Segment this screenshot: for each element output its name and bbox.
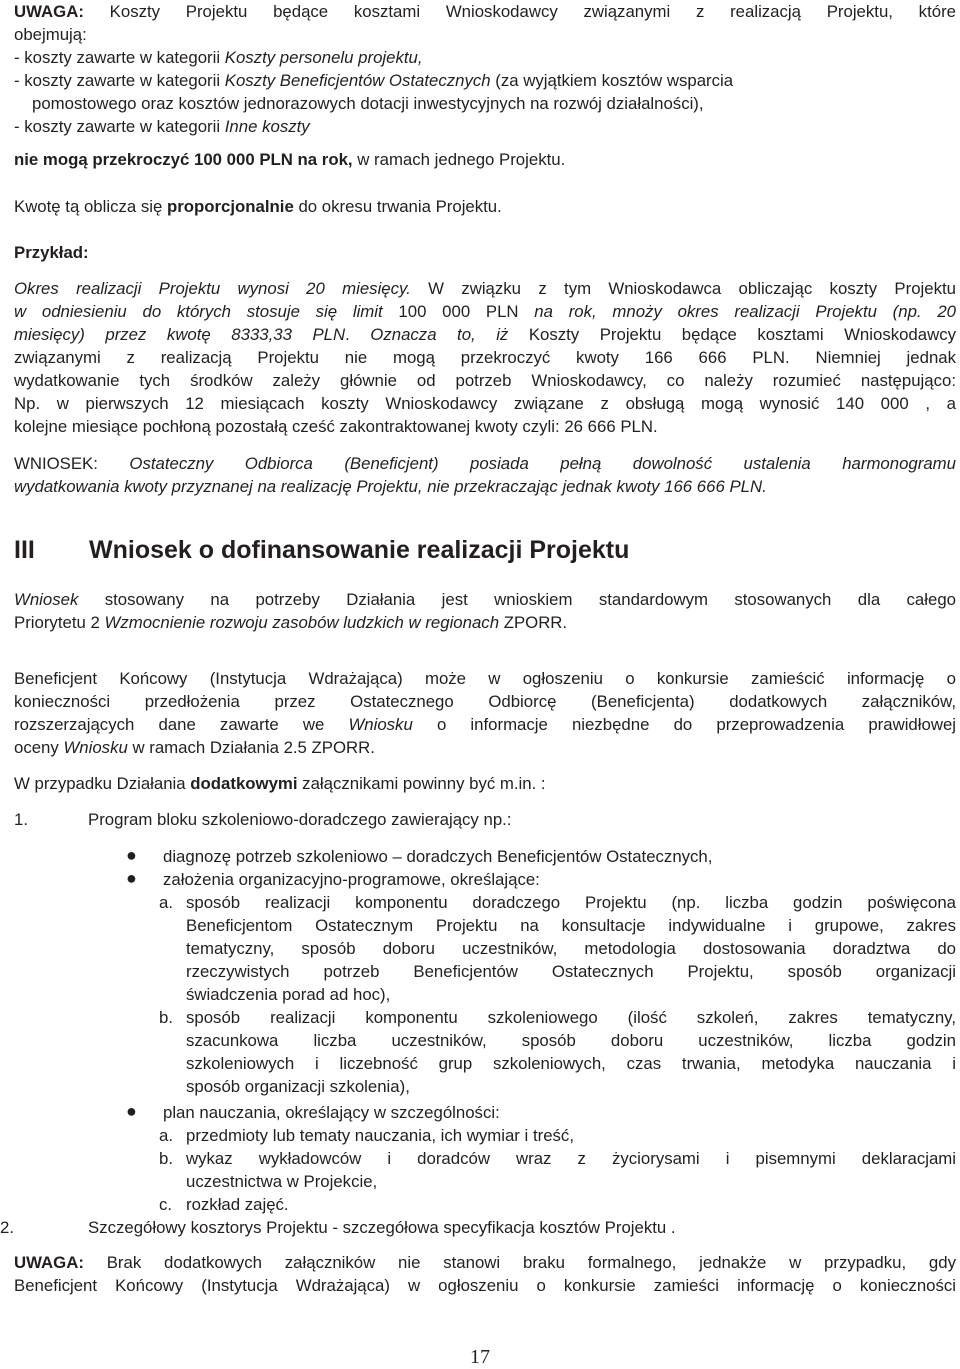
attachments-intro: W przypadku Działania dodatkowymi załącznikami powinny być m.in. : <box>14 774 546 793</box>
sub-item-text: przedmioty lub tematy nauczania, ich wymiar i treść, <box>186 1126 574 1145</box>
bullet-icon: ● <box>126 1101 137 1121</box>
section-number: III <box>14 536 35 564</box>
section-title: Wniosek o dofinansowanie realizacji Projektu <box>89 536 630 564</box>
sub-item-text: rozkład zajęć. <box>186 1195 289 1214</box>
section-heading <box>14 535 629 565</box>
example-label: Przykład: <box>14 243 89 262</box>
bullet-icon: ● <box>126 845 137 865</box>
intro-paragraph: Wniosek stosowany na potrzeby Działania jest wnioskiem standardowym stosowanych dla całego Priorytetu 2 Wzmocnienie rozwoju zasobów ludzkich w regionach ZPORR. <box>14 590 956 632</box>
document-page: UWAGA: Koszty Projektu będące kosztami Wnioskodawcy związanymi z realizacją Projektu, które obejmują: - koszty zawarte w kategorii Koszty personelu projektu, - koszty zawarte w kategorii Koszty Beneficjentów Ostatecznych (za wyjątkiem kosztów wsparcia pomostowego oraz kosztów jednorazowych dotacji inwestycyjnych na rozwój działalności), - koszty zawarte w kategorii Inne koszty nie mogą przekroczyć 100 000 PLN na rok, w ramach jednego Projektu. Kwotę tą oblicza się proporcjonalnie do okresu trwania Projektu. Przykład: Okres realizacji Projektu wynosi 20 miesięcy. W związku z tym Wnioskodawca obliczając koszty Projektu w odniesieniu do których stosuje się limit 100 000 PLN na rok, mnoży okres realizacji Projektu (np. 20 miesięcy) przez kwotę 8333,33 PLN. Oznacza to, iż Koszty Projektu będące kosztami Wnioskodawcy związanymi z realizacją Projektu nie mogą przekroczyć kwoty 166 666 PLN. Niemniej jednak wydatkowanie tych środków zależy głównie od potrzeb Wnioskodawcy, co należy rozumieć następująco: Np. w pierwszych 12 miesiącach koszty Wnioskodawcy związane z obsługą mogą wynosić 140 000 , a kolejne miesiące pochłoną pozostałą cześć zakontraktowanej kwoty czyli: 26 666 PLN. WNIOSEK: Ostateczny Odbiorca (Beneficjent) posiada pełną dowolność ustalenia harmonogramu wydatkowania kwoty przyznanej na realizację Projektu, nie przekraczając jednak kwoty 166 666 PLN. III Wniosek o dofinansowanie realizacji Projektu Wniosek stosowany na potrzeby Działania jest wnioskiem standardowym stosowanych dla całego Priorytetu 2 Wzmocnienie rozwoju zasobów ludzkich w regionach ZPORR. Beneficjent Końcowy (Instytucja Wdrażająca) może w ogłoszeniu o konkursie zamieścić informację o konieczności przedłożenia przez Ostatecznego Odbiorcę (Beneficjenta) dodatkowych załączników, rozszerzających dane zawarte we Wniosku o informacje niezbędne do przeprowadzenia prawidłowej oceny Wniosku w ramach Działania 2.5 ZPORR. W przypadku Działania dodatkowymi załącznikami powinny być m.in. : 1. Program bloku szkoleniowo-doradczego zawierający np.: ● diagnozę potrzeb szkoleniowo – doradczych Beneficjentów Ostatecznych, ● założenia organizacyjno-programowe, określające: a. sposób realizacji komponentu doradczego Projektu (np. liczba godzin poświęcona Beneficjentom Ostatecznym Projektu na konsultacje indywidualne i grupowe, zakres tematyczny, sposób doboru uczestników, metodologia dostosowania doradztwa do rzeczywistych potrzeb Beneficjentów Ostatecznych Projektu, sposób organizacji świadczenia porad ad hoc), b. sposób realizacji komponentu szkoleniowego (ilość szkoleń, zakres tematyczny, szacunkowa liczba uczestników, sposób doboru uczestników, liczba godzin szkoleniowych i liczebność grup szkoleniowych, czas trwania, metodyka nauczania i sposób organizacji szkolenia), ● plan nauczania, określający w szczególności: a. przedmioty lub tematy nauczania, ich wymiar i treść, b. wykaz wykładowców i doradców wraz z życiorysami i pisemnymi deklaracjami uczestnictwa w Projekcie, c. rozkład zajęć. 2. Szczegółowy kosztorys Projektu - szczegółowa specyfikacja kosztów Projektu . UWAGA: Brak dodatkowych załączników nie stanowi braku formalnego, jednakże w przypadku, gdy Beneficjent Końcowy (Instytucja Wdrażająca) w ogłoszeniu o konkursie zamieści informację o konieczności 17 <box>0 0 960 1367</box>
sub-item-label: b. <box>159 1008 173 1027</box>
warning-paragraph: UWAGA: Koszty Projektu będące kosztami Wnioskodawcy związanymi z realizacją Projektu, które obejmują: - koszty zawarte w kategorii Koszty personelu projektu, - koszty zawarte w kategorii Koszty Beneficjentów Ostatecznych (za wyjątkiem kosztów wsparcia pomostowego oraz kosztów jednorazowych dotacji inwestycyjnych na rozwój działalności), - koszty zawarte w kategorii Inne koszty <box>14 2 956 136</box>
sub-item-b: sposób realizacji komponentu szkoleniowego (ilość szkoleń, zakres tematyczny, szacunkowa liczba uczestników, sposób doboru uczestników, liczba godzin szkoleniowych i liczebność grup szkoleniowych, czas trwania, metodyka nauczania i sposób organizacji szkolenia), <box>186 1008 956 1096</box>
list-item: plan nauczania, określający w szczególności: <box>163 1103 500 1122</box>
sub-item-label: a. <box>159 893 173 912</box>
warning-label: UWAGA: <box>14 2 84 21</box>
limit-statement: nie mogą przekroczyć 100 000 PLN na rok, w ramach jednego Projektu. <box>14 150 566 169</box>
proportional-note: Kwotę tą oblicza się proporcjonalnie do okresu trwania Projektu. <box>14 197 502 216</box>
example-paragraph: Okres realizacji Projektu wynosi 20 miesięcy. W związku z tym Wnioskodawca obliczając koszty Projektu w odniesieniu do których stosuje się limit 100 000 PLN na rok, mnoży okres realizacji Projektu (np. 20 miesięcy) przez kwotę 8333,33 PLN. Oznacza to, iż Koszty Projektu będące kosztami Wnioskodawcy związanymi z realizacją Projektu nie mogą przekroczyć kwoty 166 666 PLN. Niemniej jednak wydatkowanie tych środków zależy głównie od potrzeb Wnioskodawcy, co należy rozumieć następująco: Np. w pierwszych 12 miesiącach koszty Wnioskodawcy związane z obsługą mogą wynosić 140 000 , a kolejne miesiące pochłoną pozostałą cześć zakontraktowanej kwoty czyli: 26 666 PLN. <box>14 279 957 436</box>
conclusion-paragraph: WNIOSEK: Ostateczny Odbiorca (Beneficjent) posiada pełną dowolność ustalenia harmonogramu wydatkowania kwoty przyznanej na realizację Projektu, nie przekraczając jednak kwoty 166 666 PLN. <box>14 454 956 496</box>
sub-item-label: c. <box>159 1195 173 1214</box>
page-number: 17 <box>470 1346 490 1368</box>
sub-item-label: a. <box>159 1126 173 1145</box>
sub-item-label: b. <box>159 1149 173 1168</box>
final-warning: UWAGA: Brak dodatkowych załączników nie stanowi braku formalnego, jednakże w przypadku, gdy Beneficjent Końcowy (Instytucja Wdrażająca) w ogłoszeniu o konkursie zamieści informację o konieczności <box>14 1253 956 1295</box>
beneficiary-paragraph: Beneficjent Końcowy (Instytucja Wdrażająca) może w ogłoszeniu o konkursie zamieścić informację o konieczności przedłożenia przez Ostatecznego Odbiorcę (Beneficjenta) dodatkowych załączników, rozszerzających dane zawarte we Wniosku o informacje niezbędne do przeprowadzenia prawidłowej oceny Wniosku w ramach Działania 2.5 ZPORR. <box>14 669 957 757</box>
sub-item-text: wykaz wykładowców i doradców wraz z życiorysami i pisemnymi deklaracjami uczestnictwa w Projekcie, <box>186 1149 956 1191</box>
sub-item-a: sposób realizacji komponentu doradczego Projektu (np. liczba godzin poświęcona Beneficjentom Ostatecznym Projektu na konsultacje indywidualne i grupowe, zakres tematyczny, sposób doboru uczestników, metodologia dostosowania doradztwa do rzeczywistych potrzeb Beneficjentów Ostatecznych Projektu, sposób organizacji świadczenia porad ad hoc), <box>186 893 956 1004</box>
bullet-icon: ● <box>126 868 137 888</box>
list-item: diagnozę potrzeb szkoleniowo – doradczych Beneficjentów Ostatecznych, <box>163 847 713 866</box>
list-item: założenia organizacyjno-programowe, określające: <box>163 870 540 889</box>
